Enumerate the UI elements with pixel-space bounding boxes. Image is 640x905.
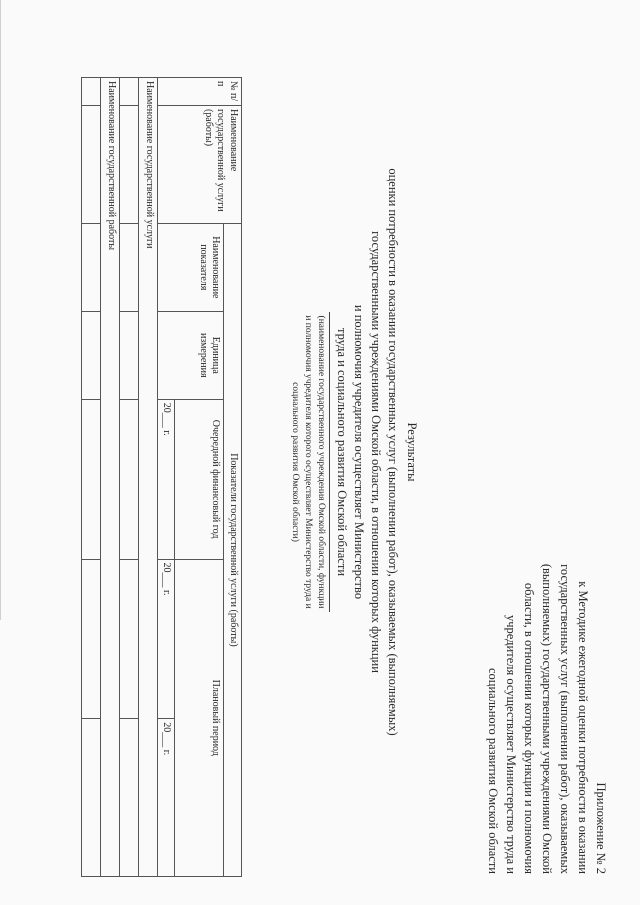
table-header-row bbox=[224, 78, 242, 877]
appendix-line: учредителя осуществляет Министерство труда и bbox=[504, 615, 518, 874]
scan-edge bbox=[0, 0, 1, 620]
section-works: Наименование государственной работы bbox=[101, 78, 120, 877]
results-line: и полномочия учредителя осуществляет Министерство bbox=[352, 304, 366, 600]
appendix-line: государственных услуг (выполнении работ), оказываемых bbox=[558, 564, 572, 874]
results-line: государственными учреждениями Омской области, в отношении которых функции bbox=[369, 231, 383, 673]
results-title: Результаты bbox=[405, 422, 419, 482]
document-page bbox=[12, 12, 632, 892]
section-services: Наименование государственной услуги bbox=[139, 78, 158, 877]
note-line: социального развития Омской области) bbox=[290, 382, 300, 542]
table-section-row bbox=[101, 78, 120, 877]
header-service-name: Наименование государственной услуги (работы) bbox=[158, 105, 242, 223]
note-line: и полномочия учредителя которого осуществляет Министерство труда и bbox=[303, 315, 313, 609]
header-year-2: 20___ г. bbox=[158, 559, 176, 719]
table-section-row bbox=[139, 78, 158, 877]
appendix-line: Приложение № 2 bbox=[594, 782, 608, 874]
appendix-line: социального развития Омской области bbox=[486, 667, 500, 874]
header-indicator-name: Наименование показателя bbox=[158, 223, 225, 311]
table-row bbox=[82, 78, 101, 877]
header-unit: Единица измерения bbox=[158, 311, 225, 399]
appendix-line: к Методике ежегодной оценки потребности в оказании bbox=[576, 581, 590, 874]
results-line: оценки потребности в оказании государственных услуг (выполнении работ), оказываемых (выполняемых) bbox=[386, 168, 400, 736]
institution-name-caption bbox=[288, 312, 330, 612]
header-year-1: 20___ г. bbox=[158, 399, 176, 559]
appendix-line: (выполняемых) государственными учреждениями Омской bbox=[540, 563, 554, 874]
note-line: (наименование государственного учреждения Омской области, функции bbox=[316, 315, 326, 609]
appendix-header bbox=[484, 384, 610, 874]
header-indicators: Показатели государственной услуги (работы) bbox=[224, 223, 242, 876]
header-planned-period: Плановый период bbox=[175, 559, 224, 876]
results-line: труда и социального развития Омской области bbox=[335, 327, 349, 577]
table-row bbox=[120, 78, 139, 877]
results-title-block bbox=[333, 152, 420, 752]
header-current-year: Очередной финансовый год bbox=[175, 399, 224, 559]
appendix-line: области, в отношении которых функции и полномочия bbox=[522, 582, 536, 874]
header-num: № п/п bbox=[158, 78, 242, 106]
header-year-3: 20___ г. bbox=[158, 719, 176, 877]
results-table bbox=[81, 77, 242, 877]
